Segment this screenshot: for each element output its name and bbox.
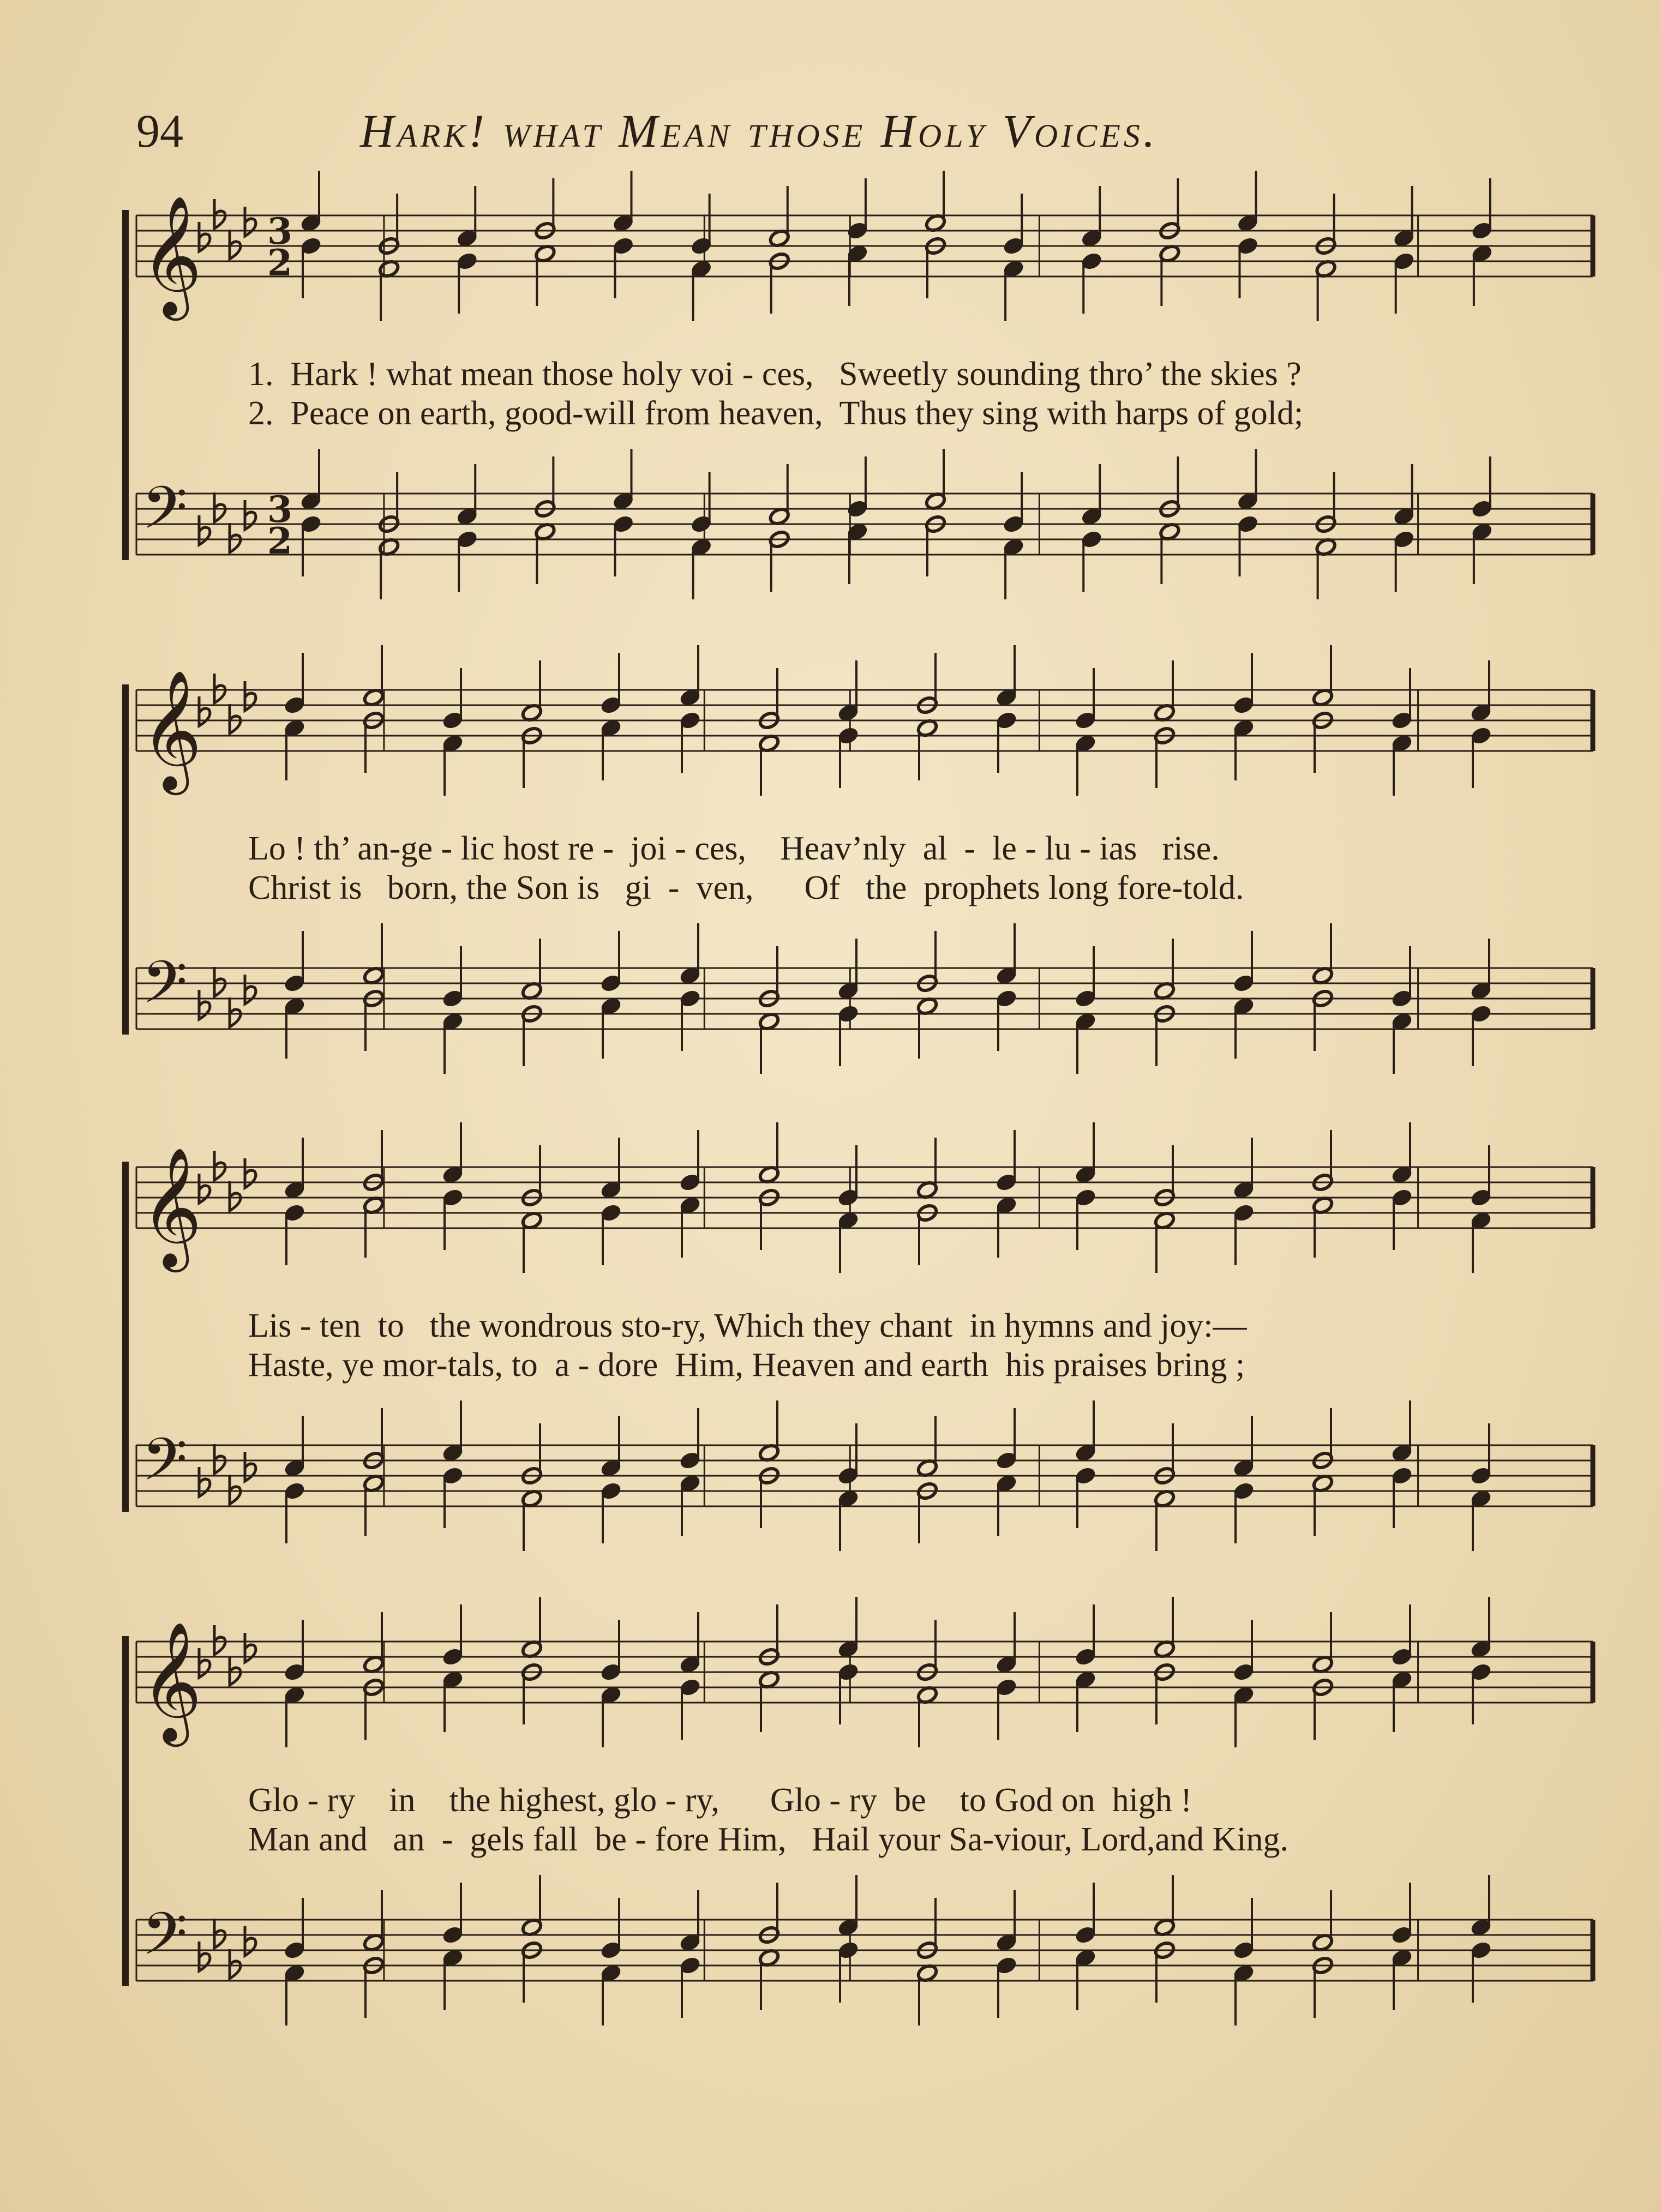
system-1-bass-staff-flat xyxy=(214,492,225,522)
system-4-bass-staff-flat xyxy=(245,1926,256,1956)
system-1-lyric-verse1: 1. Hark ! what mean those holy voi - ces, Sweetly sounding thro’ the skies ? xyxy=(248,356,1302,393)
system-4-bass-staff-flat xyxy=(214,1919,225,1948)
time-signature-top: 3 xyxy=(267,210,292,253)
system-3-lyric-verse1: Lis - ten to the wondrous sto-ry, Which they chant in hymns and joy:— xyxy=(248,1307,1247,1344)
system-3-treble-staff-flat xyxy=(245,1158,256,1188)
system-3-bass-staff-flat xyxy=(214,1444,225,1474)
system-2-lyric-verse2: Christ is born, the Son is gi - ven, Of the prophets long fore-told. xyxy=(248,869,1244,906)
system-3-bass-clef: 𝄢 xyxy=(142,1425,188,1508)
system-4-treble-staff-flat xyxy=(214,1625,225,1655)
system-2-treble-staff-flat xyxy=(214,674,225,703)
system-2-bass-clef: 𝄢 xyxy=(142,948,188,1031)
system-1-treble-staff-flat xyxy=(214,199,225,229)
system-4-bass-clef: 𝄢 xyxy=(142,1900,188,1982)
system-4-treble-clef: 𝄞 xyxy=(141,1621,202,1741)
system-2-treble-staff-flat xyxy=(230,704,241,734)
system-3-treble-staff-flat xyxy=(230,1181,241,1211)
system-4-lyric-verse2: Man and an - gels fall be - fore Him, Hail your Sa-viour, Lord,and King. xyxy=(248,1821,1288,1858)
system-3-bass-staff-flat xyxy=(245,1452,256,1481)
system-1-lyric-verse2: 2. Peace on earth, good-will from heaven, Thus they sing with harps of gold; xyxy=(248,395,1304,432)
system-2-bass-staff-flat xyxy=(245,975,256,1004)
system-3-bass-staff-flat xyxy=(230,1475,241,1504)
system-1-treble-staff-flat xyxy=(230,230,241,259)
system-4-treble-staff-flat xyxy=(230,1656,241,1685)
system-3-treble-staff-flat xyxy=(214,1151,225,1180)
hymn-title: Hark! what Mean those Holy Voices. xyxy=(360,105,1159,157)
system-1-bass-clef: 𝄢 xyxy=(142,473,188,556)
system-4-bass-staff-flat xyxy=(199,1941,210,1971)
time-signature-top: 3 xyxy=(267,488,292,531)
system-4-treble-staff-flat xyxy=(245,1633,256,1662)
system-4-bass-staff-flat xyxy=(230,1949,241,1979)
system-1-treble-staff-flat xyxy=(245,207,256,236)
system-2-bass-staff-flat xyxy=(199,990,210,1019)
system-1-treble-clef: 𝄞 xyxy=(141,195,202,315)
system-2-bass-staff-flat xyxy=(230,997,241,1027)
time-signature-bottom: 2 xyxy=(267,242,292,284)
system-2-treble-staff-flat xyxy=(245,681,256,711)
system-2-treble-clef: 𝄞 xyxy=(141,669,202,790)
system-2-bass-staff-flat xyxy=(214,967,225,996)
page-number: 94 xyxy=(136,105,183,157)
system-1-bass-staff-flat xyxy=(199,515,210,545)
system-3-treble-clef: 𝄞 xyxy=(141,1146,202,1267)
system-3-bass-staff-flat xyxy=(199,1467,210,1496)
system-3-lyric-verse2: Haste, ye mor-tals, to a - dore Him, Heaven and earth his praises bring ; xyxy=(248,1347,1245,1384)
system-1-bass-staff-flat xyxy=(245,500,256,530)
time-signature-bottom: 2 xyxy=(267,520,292,562)
system-2-lyric-verse1: Lo ! th’ an-ge - lic host re - joi - ces, Heav’nly al - le - lu - ias rise. xyxy=(248,830,1220,867)
system-1-bass-staff-flat xyxy=(230,523,241,552)
system-4-lyric-verse1: Glo - ry in the highest, glo - ry, Glo - ry be to God on high ! xyxy=(248,1782,1192,1819)
